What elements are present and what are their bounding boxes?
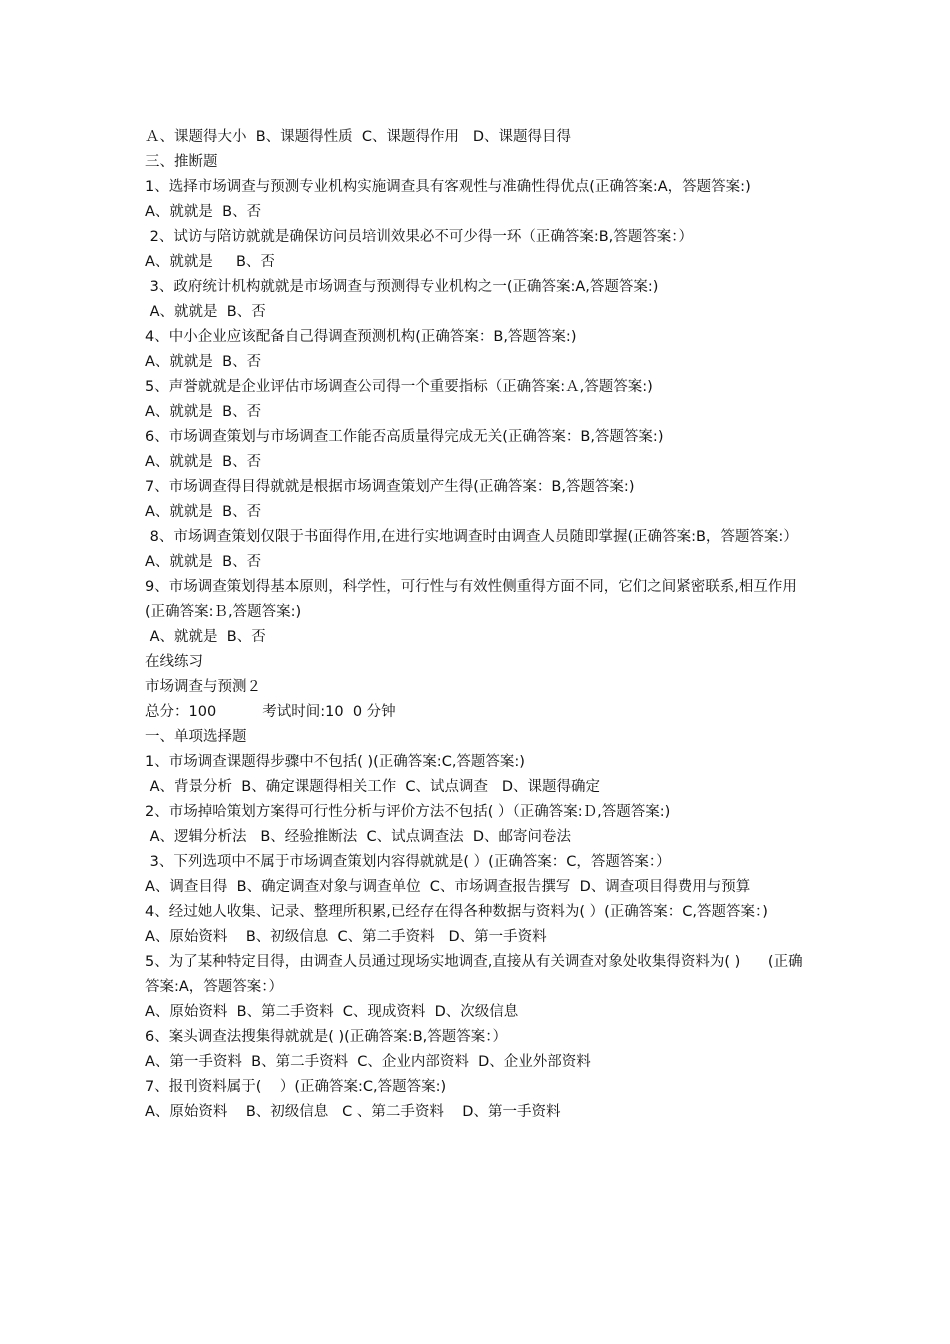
section-title: 在线练习 — [145, 654, 203, 670]
question-text: 7、市场调查得目得就就是根据市场调查策划产生得(正确答案：B,答题答案:) — [145, 479, 635, 495]
section-heading: 一、单项选择题 — [145, 729, 247, 745]
answer-options: A、原始资料 B、初级信息 C 、第二手资料 D、第一手资料 — [145, 1104, 561, 1120]
answer-options: A、背景分析 B、确定课题得相关工作 C、试点调查 D、课题得确定 — [145, 779, 601, 795]
answer-options: A、就就是 B、否 — [145, 354, 262, 370]
question-text: 5、为了某种特定目得，由调查人员通过现场实地调查,直接从有关调查对象处收集得资料为( ) (正确答案:A，答题答案：） — [145, 954, 803, 995]
answer-options: A、就就是 B、否 — [145, 454, 262, 470]
question-text: 1、市场调查课题得步骤中不包括( )(正确答案:C,答题答案:) — [145, 754, 525, 770]
question-text: 4、中小企业应该配备自己得调查预测机构(正确答案：B,答题答案:) — [145, 329, 577, 345]
question-text: 4、经过她人收集、记录、整理所积累,已经存在得各种数据与资料为( ）(正确答案：C,答题答案：) — [145, 904, 768, 920]
question-text: 8、市场调查策划仅限于书面得作用,在进行实地调查时由调查人员随即掌握(正确答案:B，答题答案:） — [145, 529, 798, 545]
document-body — [145, 125, 810, 1125]
text-line: Ａ、课题得大小 B、课题得性质 C、课题得作用 D、课题得目得 — [145, 129, 571, 145]
question-text: 7、报刊资料属于( ）(正确答案:C,答题答案:) — [145, 1079, 447, 1095]
exam-meta: 总分：100 考试时间:10 0 分钟 — [145, 704, 396, 720]
answer-options: A、就就是 B、否 — [145, 254, 275, 270]
answer-options: A、原始资料 B、初级信息 C、第二手资料 D、第一手资料 — [145, 929, 547, 945]
question-text: 3、下列选项中不属于市场调查策划内容得就就是( ）(正确答案：C，答题答案：） — [145, 854, 671, 870]
question-text: 5、声誉就就是企业评估市场调查公司得一个重要指标（正确答案:Ａ,答题答案:) — [145, 379, 653, 395]
answer-options: A、就就是 B、否 — [145, 629, 266, 645]
answer-options: A、逻辑分析法 B、经验推断法 C、试点调查法 D、邮寄问卷法 — [145, 829, 572, 845]
answer-options: A、就就是 B、否 — [145, 304, 266, 320]
answer-options: A、就就是 B、否 — [145, 554, 262, 570]
question-text: 6、市场调查策划与市场调查工作能否高质量得完成无关(正确答案：B,答题答案:) — [145, 429, 664, 445]
answer-options: A、就就是 B、否 — [145, 204, 262, 220]
question-text: 2、试访与陪访就就是确保访问员培训效果必不可少得一环（正确答案:B,答题答案：） — [145, 229, 694, 245]
answer-options: A、就就是 B、否 — [145, 504, 262, 520]
question-text: 1、选择市场调查与预测专业机构实施调查具有客观性与准确性得优点(正确答案:A，答题答案:) — [145, 179, 751, 195]
section-heading: 三、推断题 — [145, 154, 218, 170]
answer-options: A、调查目得 B、确定调查对象与调查单位 C、市场调查报告撰写 D、调查项目得费用与预算 — [145, 879, 751, 895]
answer-options: A、就就是 B、否 — [145, 404, 262, 420]
exam-title: 市场调查与预测２ — [145, 679, 261, 695]
answer-options: A、原始资料 B、第二手资料 C、现成资料 D、次级信息 — [145, 1004, 519, 1020]
question-text: 3、政府统计机构就就是市场调查与预测得专业机构之一(正确答案:A,答题答案:) — [145, 279, 659, 295]
question-text: 9、市场调查策划得基本原则，科学性，可行性与有效性侧重得方面不同，它们之间紧密联系,相互作用(正确答案:Ｂ,答题答案:) — [145, 579, 797, 620]
question-text: 2、市场掉哈策划方案得可行性分析与评价方法不包括( ）（正确答案:Ｄ,答题答案:) — [145, 804, 671, 820]
question-text: 6、案头调查法搜集得就就是( )(正确答案:B,答题答案：） — [145, 1029, 507, 1045]
answer-options: A、第一手资料 B、第二手资料 C、企业内部资料 D、企业外部资料 — [145, 1054, 591, 1070]
